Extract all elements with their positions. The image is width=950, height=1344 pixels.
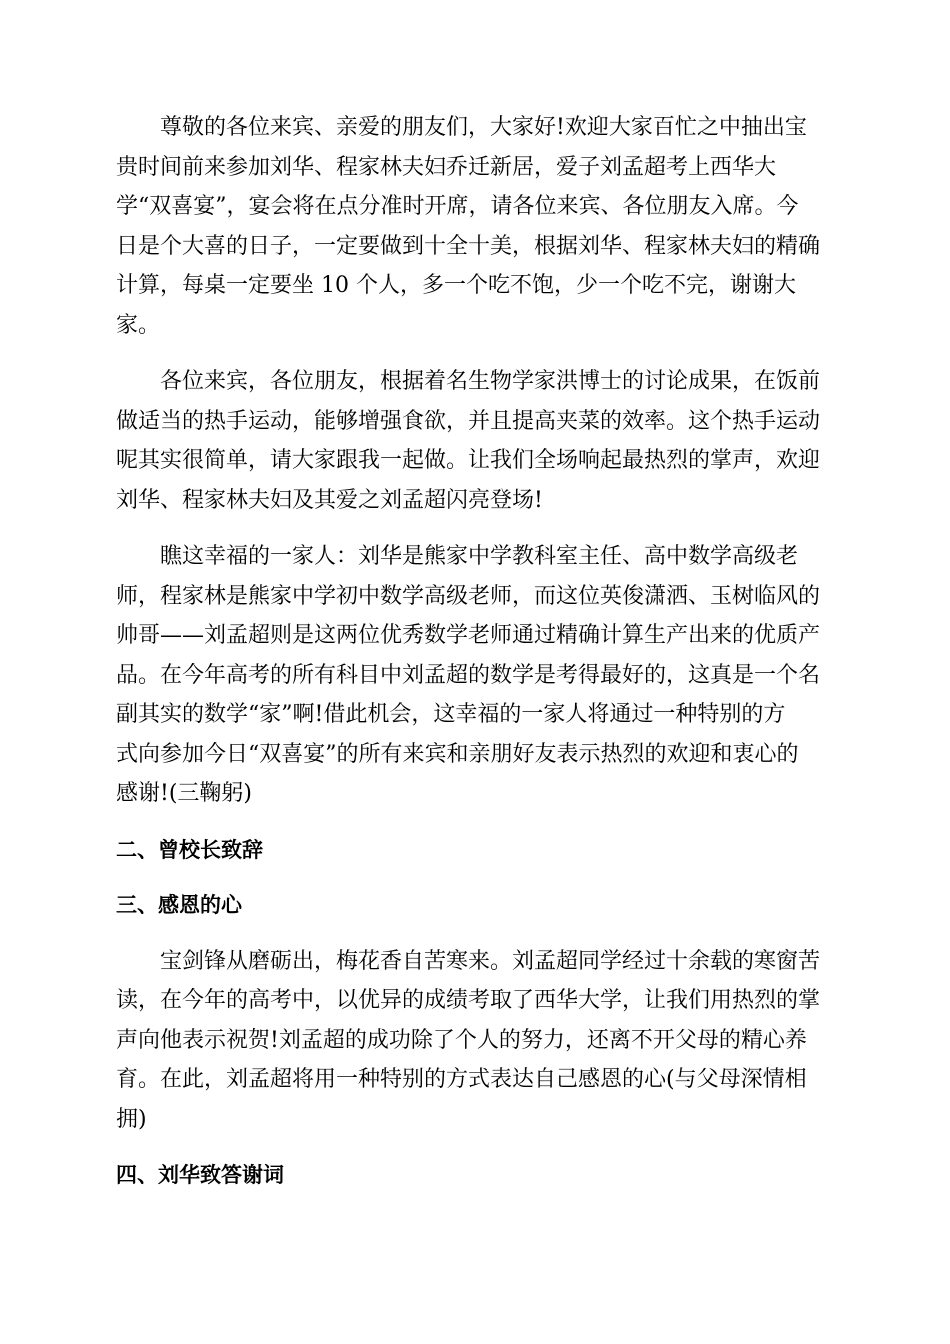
text-line: 声向他表示祝贺!刘孟超的成功除了个人的努力，还离不开父母的精心养 — [116, 1027, 807, 1053]
text-line: 日是个大喜的日子，一定要做到十全十美，根据刘华、程家林夫妇的精确 — [116, 233, 821, 259]
section-heading-grateful-heart: 三、感恩的心 — [116, 893, 242, 917]
text-line: 瞧这幸福的一家人：刘华是熊家中学教科室主任、高中数学高级老 — [160, 544, 799, 569]
text-line: 尊敬的各位来宾、亲爱的朋友们，大家好!欢迎大家百忙之中抽出宝 — [160, 115, 807, 140]
paragraph-family — [116, 537, 838, 814]
section-heading-principal-speech: 二、曾校长致辞 — [116, 837, 263, 862]
text-line: 帅哥——刘孟超则是这两位优秀数学老师通过精确计算生产出来的优质产 — [116, 623, 821, 648]
text-line: 品。在今年高考的所有科目中刘孟超的数学是考得最好的，这真是一个名 — [116, 662, 821, 688]
text-line: 学“双喜宴”，宴会将在点分准时开席，请各位来宾、各位朋友入席。今 — [116, 194, 799, 219]
text-line: 宝剑锋从磨砺出，梅花香自苦寒来。刘孟超同学经过十余载的寒窗苦 — [160, 948, 821, 974]
text-line: 读，在今年的高考中，以优异的成绩考取了西华大学，让我们用热烈的掌 — [116, 988, 821, 1013]
text-line: 拥) — [116, 1106, 147, 1132]
text-line: 呢其实很简单，请大家跟我一起做。让我们全场响起最热烈的掌声，欢迎 — [116, 448, 821, 473]
text-line: 刘华、程家林夫妇及其爱之刘孟超闪亮登场! — [116, 487, 543, 513]
text-line: 感谢!(三鞠躬) — [116, 781, 253, 806]
text-line: 育。在此，刘孟超将用一种特别的方式表达自己感恩的心(与父母深情相 — [116, 1067, 807, 1092]
text-line: 各位来宾，各位朋友，根据着名生物学家洪博士的讨论成果，在饭前 — [160, 369, 821, 394]
paragraph-gratitude — [116, 942, 838, 1140]
text-line: 贵时间前来参加刘华、程家林夫妇乔迁新居，爱子刘孟超考上西华大 — [116, 154, 777, 180]
document-body — [116, 108, 838, 1212]
text-line: 师，程家林是熊家中学初中数学高级老师，而这位英俊潇洒、玉树临风的 — [116, 583, 821, 609]
text-line: 做适当的热手运动，能够增强食欲，并且提高夹菜的效率。这个热手运动 — [116, 408, 821, 434]
text-line: 式向参加今日“双喜宴”的所有来宾和亲朋好友表示热烈的欢迎和衷心的 — [116, 741, 799, 767]
text-line: 副其实的数学“家”啊!借此机会，这幸福的一家人将通过一种特别的方 — [116, 702, 786, 727]
section-heading-thanks-speech: 四、刘华致答谢词 — [116, 1163, 284, 1187]
paragraph-warmup — [116, 362, 838, 520]
text-line: 家。 — [116, 312, 161, 338]
text-line: 计算，每桌一定要坐 10 个人，多一个吃不饱，少一个吃不完，谢谢大 — [116, 273, 796, 298]
paragraph-welcome — [116, 108, 838, 345]
